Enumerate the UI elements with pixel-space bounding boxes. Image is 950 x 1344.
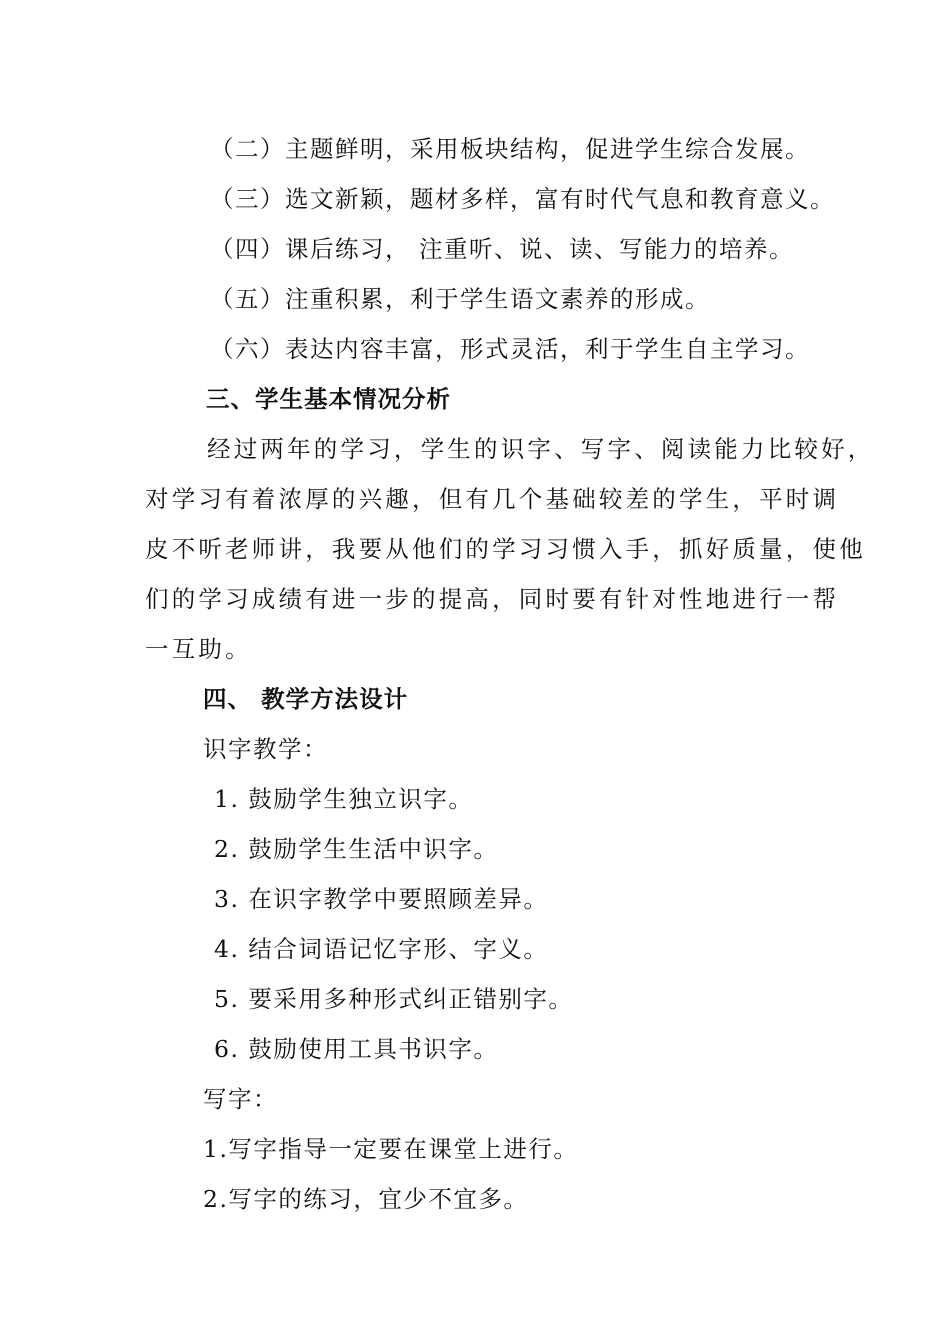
section3-paragraph-line: 们的学习成绩有进一步的提高，同时要有针对性地进行一帮: [145, 585, 840, 613]
feature-line-6: （六）表达内容丰富，形式灵活，利于学生自主学习。: [210, 335, 810, 363]
section4-heading: 四、 教学方法设计: [203, 685, 409, 713]
section3-heading: 三、学生基本情况分析: [206, 385, 451, 413]
feature-line-3: （三）选文新颖，题材多样，富有时代气息和教育意义。: [210, 185, 835, 213]
writing-item: 2.写字的练习，宜少不宜多。: [203, 1185, 529, 1213]
section3-paragraph-line: 皮不听老师讲，我要从他们的学习习惯入手，抓好质量，使他: [145, 535, 866, 563]
section3-paragraph-line: 经过两年的学习，学生的识字、写字、阅读能力比较好，: [207, 435, 875, 463]
literacy-item: 6. 鼓励使用工具书识字。: [214, 1035, 499, 1063]
literacy-label: 识字教学：: [203, 735, 328, 763]
writing-item: 1.写字指导一定要在课堂上进行。: [203, 1135, 579, 1163]
feature-line-4: （四）课后练习， 注重听、说、读、写能力的培养。: [210, 235, 794, 263]
literacy-item: 2. 鼓励学生生活中识字。: [214, 835, 499, 863]
writing-label: 写字：: [203, 1085, 278, 1113]
feature-line-2: （二）主题鲜明，采用板块结构，促进学生综合发展。: [210, 135, 810, 163]
literacy-item: 3. 在识字教学中要照顾差异。: [214, 885, 549, 913]
literacy-item: 5. 要采用多种形式纠正错别字。: [214, 985, 574, 1013]
section3-paragraph-line: 一互助。: [145, 635, 252, 663]
literacy-item: 1. 鼓励学生独立识字。: [214, 785, 474, 813]
literacy-item: 4. 结合词语记忆字形、字义。: [214, 935, 549, 963]
feature-line-5: （五）注重积累，利于学生语文素养的形成。: [210, 285, 710, 313]
section3-paragraph-line: 对学习有着浓厚的兴趣，但有几个基础较差的学生，平时调: [145, 485, 840, 513]
